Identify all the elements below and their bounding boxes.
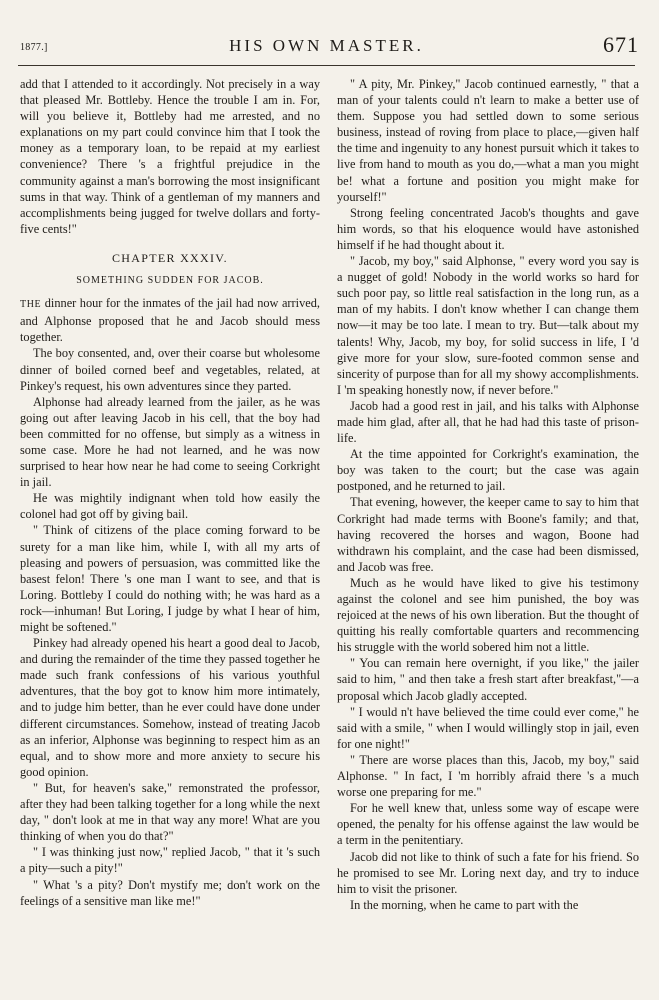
paragraph: " There are worse places than this, Jacob, my boy," said Alphonse. " In fact, I 'm horribly afraid there 's a much worse one preparing for me.": [337, 752, 639, 800]
chapter-subtitle: SOMETHING SUDDEN FOR JACOB.: [76, 275, 264, 287]
chapter-heading: CHAPTER XXXIV.: [112, 250, 228, 265]
paragraph: He was mightily indignant when told how easily the colonel had got off by giving bail.: [20, 491, 320, 522]
paragraph: In the morning, when he came to part with the: [350, 897, 579, 912]
paragraph: At the time appointed for Corkright's examination, the boy was taken to the court; but the case was again postponed, and he returned to jail.: [337, 447, 639, 494]
paragraph: " You can remain here overnight, if you like," the jailer said to him, " and then take a fresh start after breakfast,"—a proposal which Jacob gladly accepted.: [337, 656, 639, 703]
paragraph: That evening, however, the keeper came to say to him that Corkright had made terms with Boone's family; and that, having recovered the horses and wagon, Boone had withdrawn his complaint, and the case had been dismissed, and Jacob was free.: [337, 495, 639, 574]
paragraph: " Jacob, my boy," said Alphonse, " every word you say is a nugget of gold! Nobody in the world works so hard for such poor pay, so little real satisfaction in the long run, as a man of my habits. I don't know whether I can change them now—it may be too late. I mean to try. But—talk about my talents! Why, Jacob, my boy, for solid success in life, I 'd give more for your slow, sure-footed common sense and sincerity of purpose than for all my showy accomplishments. I 'm speaking honestly now, if never before.": [337, 254, 639, 397]
paragraph: " I was thinking just now," replied Jacob, " that it 's such a pity—such a pity!": [20, 845, 320, 876]
lead-caps: THE: [20, 299, 42, 311]
paragraph: Pinkey had already opened his heart a good deal to Jacob, and during the remainder of the time they passed together he made such frank confessions of his various youthful adventures, that the boy got to know him more intimately, and to judge him better, than he ever could have done under different circumstances. Somehow, instead of treating Jacob as an inferior, Alphonse was beginning to respect him as an equal, and to show more and more anxiety to secure his good opinion.: [20, 636, 320, 779]
right-column: [337, 76, 639, 913]
paragraph: The boy consented, and, over their coarse but wholesome dinner of boiled corned beef and vegetables, related, at Pinkey's request, his own adventures since they parted.: [20, 346, 320, 393]
running-header: [14, 32, 639, 62]
paragraph: " But, for heaven's sake," remonstrated the professor, after they had been talking together for a long while the next day, " don't look at me in that way any more! What are you thinking of when you do that?": [20, 780, 320, 844]
header-title: HIS OWN MASTER.: [229, 36, 424, 55]
paragraph-text: dinner hour for the inmates of the jail had now arrived, and Alphonse proposed that he and Jacob should mess together.: [20, 296, 320, 345]
paragraph: " I would n't have believed the time could ever come," he said with a smile, " when I would willingly stop in jail, even for one night!": [337, 704, 639, 751]
left-column: [20, 76, 320, 909]
paragraph: " Think of citizens of the place coming forward to be surety for a man like him, while I, with all my arts of pleasing and powers of persuasion, was committed like the basest felon! There 's one man I want to see, and that is Loring. Bottleby I could do nothing with; he was hard as a rock—inhuman! But Loring, I judge by what I hear of him, might be softened.": [20, 523, 320, 634]
paragraph: For he well knew that, unless some way of escape were opened, the penalty for his offense against the law would be a term in the penitentiary.: [337, 801, 639, 848]
paragraph: Much as he would have liked to give his testimony against the colonel and see him punished, the boy was rejoiced at the news of his own liberation. But the thought of quitting his really comfortable quarters and recommencing his struggle with the world sobered him not a little.: [337, 575, 639, 655]
header-rule: [18, 65, 635, 66]
paragraph: Alphonse had already learned from the jailer, as he was going out after leaving Jacob in his cell, that the boy had been committed for no offense, but simply as a witness in some case. More he had not learned, and he was now surprised to hear how near he had come to seeing Corkright in jail.: [20, 394, 320, 490]
paragraph: Jacob had a good rest in jail, and his talks with Alphonse made him glad, after all, that he had had this taste of prison-life.: [337, 398, 639, 446]
page-number: 671: [603, 32, 639, 57]
paragraph: Strong feeling concentrated Jacob's thoughts and gave him words, so that his eloquence would have astonished himself if he had thought about it.: [337, 205, 639, 252]
paragraph: " What 's a pity? Don't mystify me; don't work on the feelings of a sensitive man like me!": [20, 877, 320, 908]
paragraph: add that I attended to it accordingly. Not precisely in a way that pleased Mr. Bottleby. Hence the trouble I am in. For, will you believe it, Bottleby had me arrested, and no explanations on my part could convince him that I took the money as a temporary loan, to be repaid at my earliest convenience? There 's a frightful prejudice in the community against a man's borrowing the most insignificant sums in that way. Think of a gentleman of my manners and accomplishments being jugged for twelve dollars and forty-five cents!": [20, 77, 320, 236]
paragraph: Jacob did not like to think of such a fate for his friend. So he promised to see Mr. Loring next day, and try to induce him to visit the prisoner.: [337, 849, 639, 896]
header-year: 1877.]: [20, 42, 48, 53]
paragraph: [20, 295, 320, 345]
paragraph: " A pity, Mr. Pinkey," Jacob continued earnestly, " that a man of your talents could n't learn to make a better use of them. Suppose you had settled down to some serious business, instead of roving from place to place,—given half the time and ingenuity to any honest pursuit which it takes to live from hand to mouth as you do,—what a man you might be! what a fortune and position you might make for yourself!": [337, 77, 639, 204]
